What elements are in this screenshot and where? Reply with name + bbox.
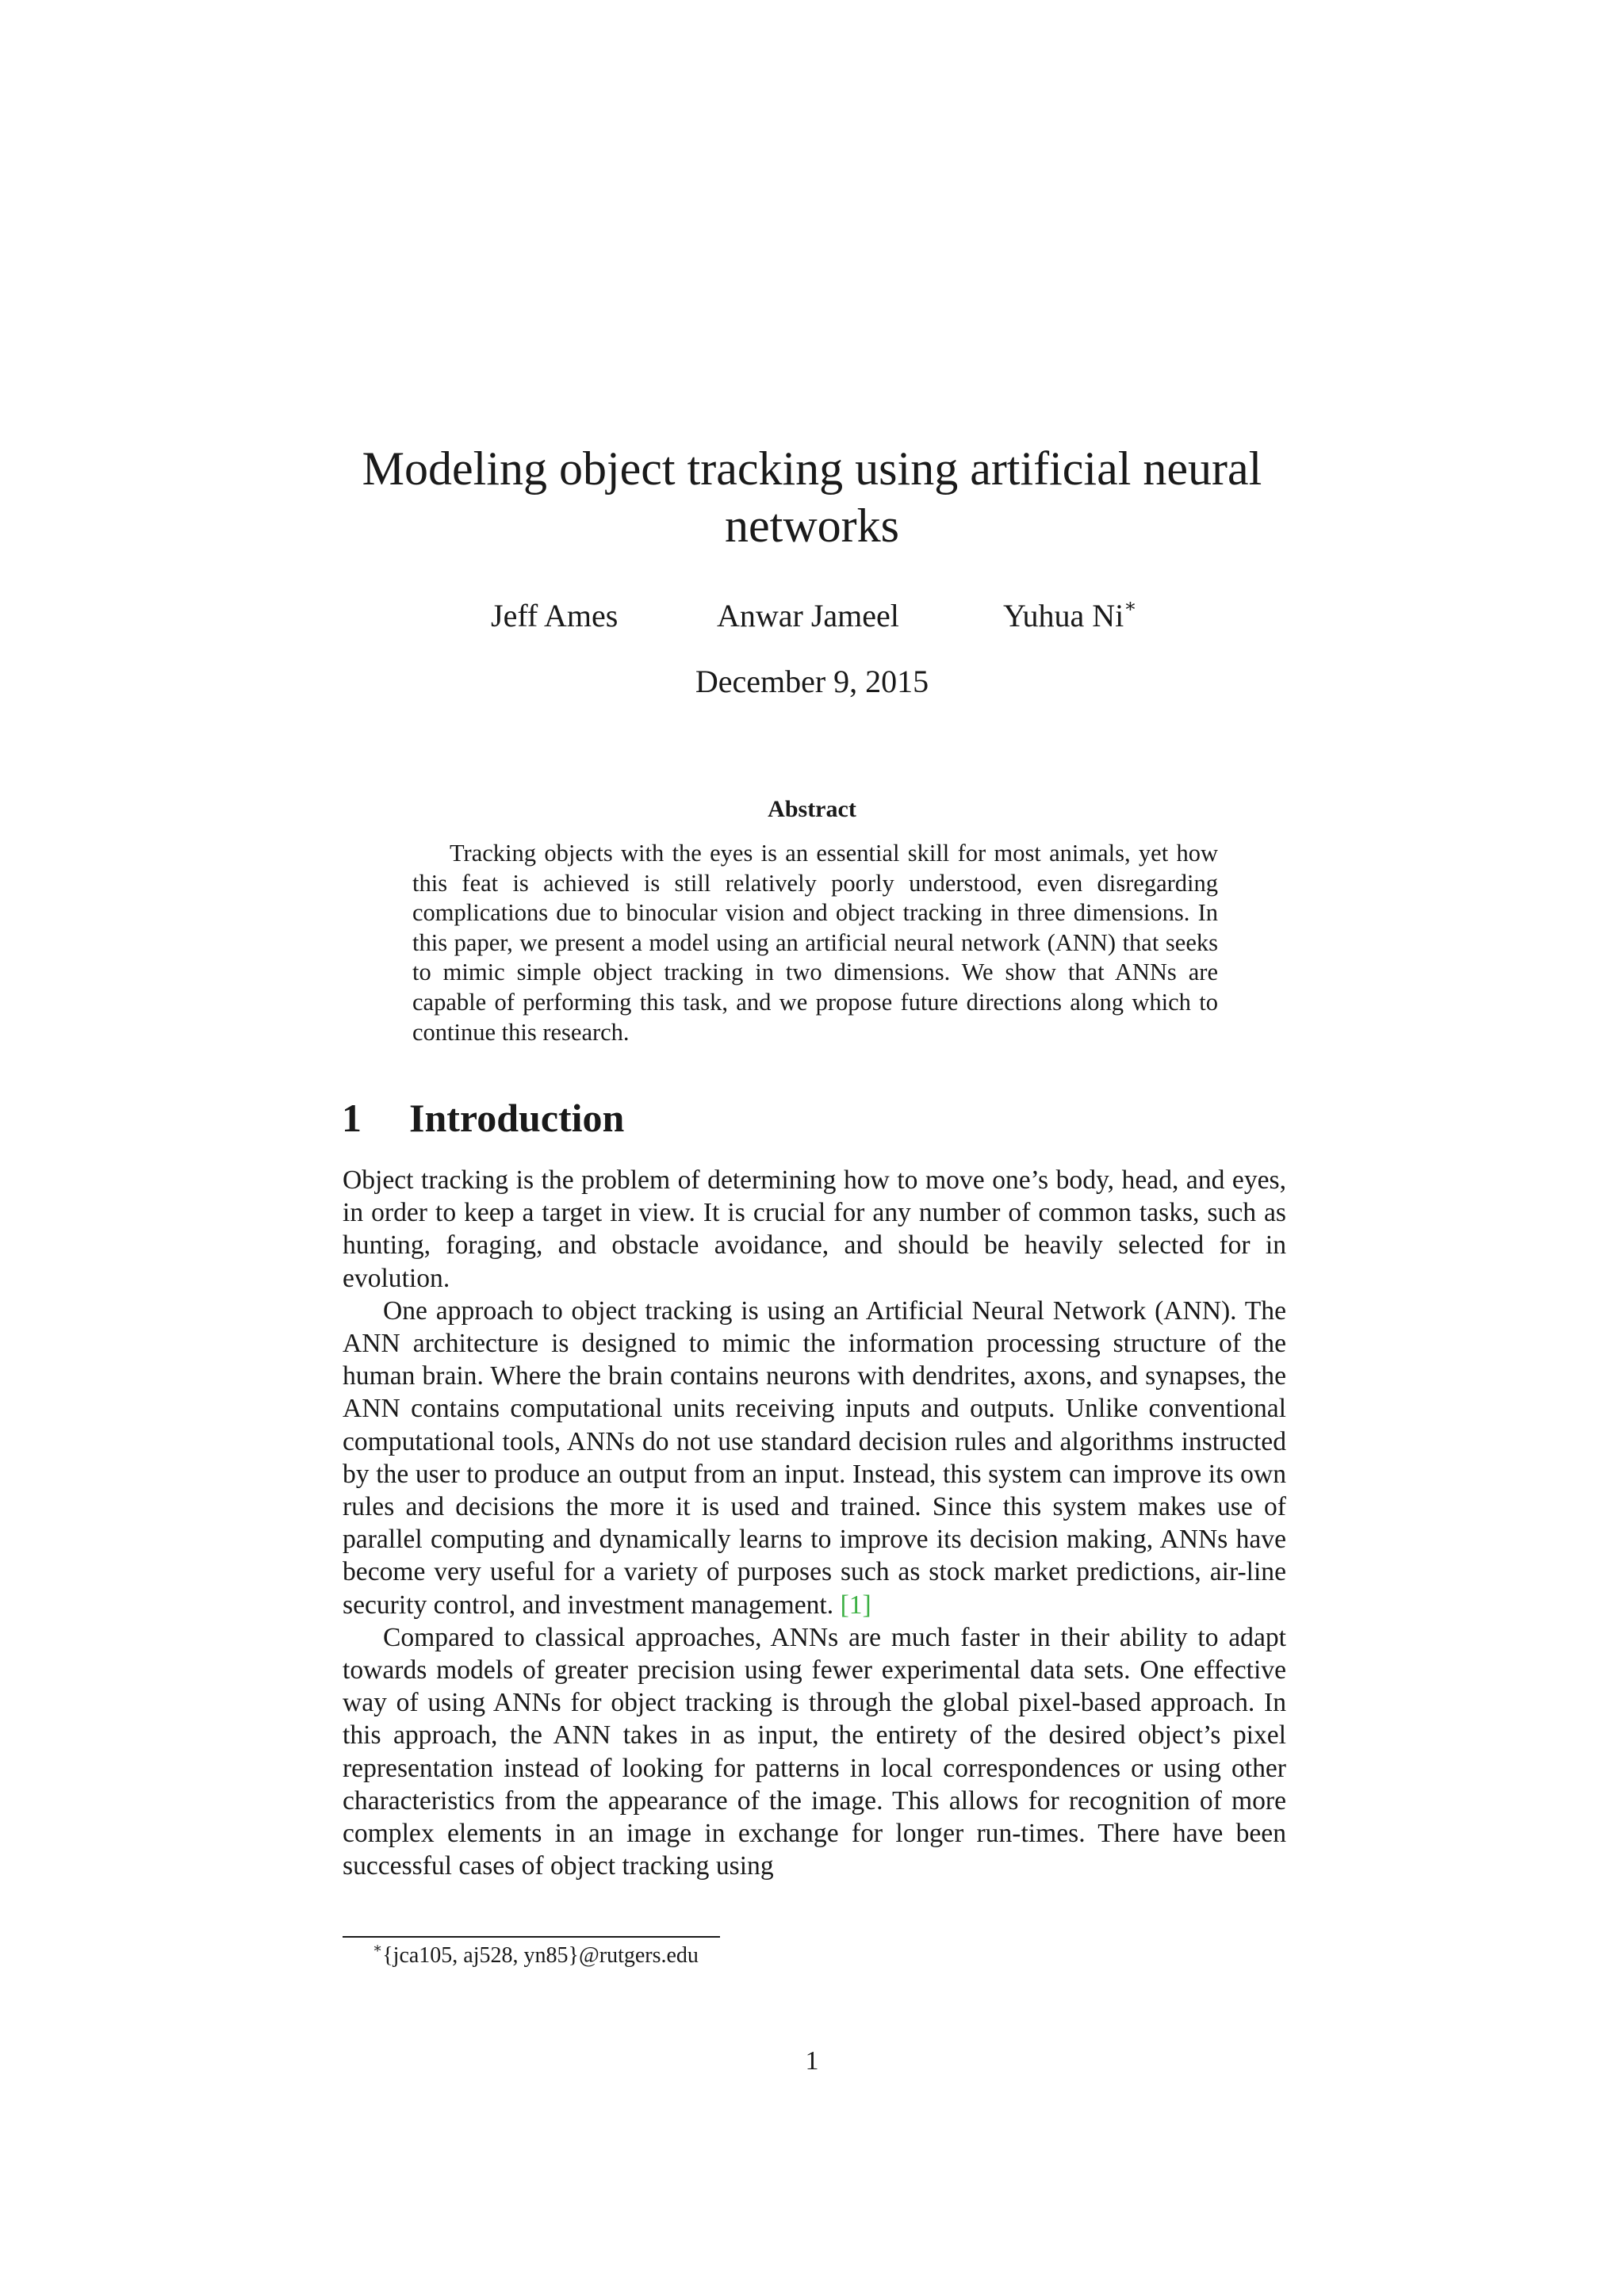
paragraph-text: Compared to classical approaches, ANNs are much faster in their ability to adapt towards models of greater precision using fewer experimental data sets. One effective way of using ANNs for object tracking is through the global pixel-based approach. In this approach, the ANN takes in as input, the entirety of the desired object’s pixel representation instead of looking for patterns in local correspondences or using other characteristics from the appearance of the image. This allows for recognition of more complex elements in an image in exchange for longer run-times. There have been successful cases of object tracking using <box>343 1622 1286 1881</box>
author-name <box>1003 596 1137 636</box>
author-name-text: Anwar Jameel <box>717 598 899 633</box>
section-heading <box>342 1093 624 1143</box>
paragraph <box>343 1164 1286 1295</box>
author-name <box>717 596 899 636</box>
section-number: 1 <box>342 1096 362 1140</box>
abstract-text: Tracking objects with the eyes is an essential skill for most animals, yet how this feat is achieved is still relatively poorly understood, even disregarding complications due to binocular vision and object tracking in three dimensions. In this paper, we present a model using an artificial neural network (ANN) that seeks to mimic simple object tracking in two dimensions. We show that ANNs are capable of performing this task, and we propose future directions along which to continue this research. <box>412 840 1218 1046</box>
footnote-divider <box>343 1936 720 1938</box>
citation-link[interactable]: [1] <box>840 1590 871 1620</box>
body-text <box>343 1164 1286 1882</box>
title-line-1: Modeling object tracking using artificial neural <box>362 442 1262 495</box>
author-name-text: Jeff Ames <box>491 598 619 633</box>
paragraph <box>343 1621 1286 1883</box>
footnote <box>373 1942 699 1970</box>
author-name <box>491 596 618 636</box>
abstract-heading: Abstract <box>768 796 856 822</box>
author-list <box>0 596 1624 636</box>
footnote-marker-link[interactable]: ∗ <box>1124 596 1137 617</box>
title-line-2: networks <box>725 499 899 552</box>
page-number: 1 <box>805 2046 819 2076</box>
author-name-text: Yuhua Ni <box>1003 598 1124 633</box>
paper-title <box>344 440 1280 554</box>
footnote-mark: ∗ <box>373 1940 383 1956</box>
publication-date: December 9, 2015 <box>695 664 929 699</box>
paragraph-text: One approach to object tracking is using an Artificial Neural Network (ANN). The ANN architecture is designed to mimic the information processing structure of the human brain. Where the brain contains neurons with dendrites, axons, and synapses, the ANN contains computational units receiving inputs and outputs. Unlike conventional computational tools, ANNs do not use standard decision rules and algorithms instructed by the user to produce an output from an input. Instead, this system can improve its own rules and decisions the more it is used and trained. Since this system makes use of parallel computing and dynamically learns to improve its decision making, ANNs have become very useful for a variety of purposes such as stock market predictions, air-line security control, and investment management. <box>343 1295 1286 1620</box>
footnote-text: {jca105, aj528, yn85}@rutgers.edu <box>382 1943 699 1968</box>
paragraph <box>343 1295 1286 1621</box>
section-title: Introduction <box>409 1096 625 1140</box>
paragraph-text: Object tracking is the problem of determining how to move one’s body, head, and eyes, in order to keep a target in view. It is crucial for any number of common tasks, such as hunting, foraging, and obstacle avoidance, and should be heavily selected for in evolution. <box>343 1165 1286 1293</box>
